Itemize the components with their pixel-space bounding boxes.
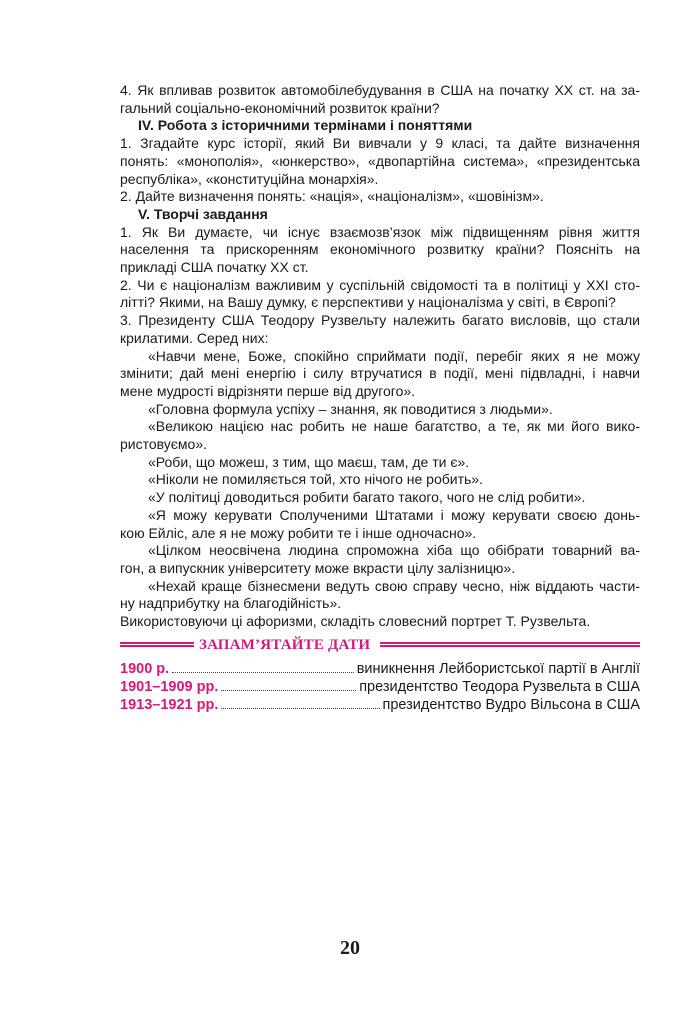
- date-year: 1900 р.: [120, 660, 170, 677]
- banner-title: ЗАПАМ’ЯТАЙТЕ ДАТИ: [199, 636, 371, 653]
- date-row: [120, 660, 640, 678]
- text-line: змінити; дай мені енергію і силу втручатися в події, мені підвладні, і навчи: [120, 365, 640, 382]
- dates-list: [120, 660, 640, 714]
- date-year: 1913–1921 рр.: [120, 696, 219, 713]
- date-event: президентство Вудро Вільсона в США: [382, 696, 640, 713]
- page-number: 20: [340, 937, 360, 959]
- text-line: ну надприбутку на благодійність».: [120, 595, 342, 612]
- text-line: ристовуємо».: [120, 436, 208, 453]
- dot-leader: [221, 678, 356, 691]
- text-line: гон, а випускник університету може вкрасти цілу залізницю».: [120, 559, 516, 576]
- text-line: 1. Згадайте курс історії, який Ви вивчали у 9 класі, та дайте визначення: [120, 135, 640, 152]
- task-5-3: [120, 312, 640, 347]
- task-5-2: [120, 277, 640, 312]
- text-line: прикладі США початку XX ст.: [120, 259, 309, 276]
- task-5-1: [120, 224, 640, 277]
- text-line: кою Ейліс, але я не можу робити те і інше одночасно».: [120, 524, 477, 541]
- text-line: «Навчи мене, Боже, спокійно сприймати події, перебіг яких я не можу: [148, 347, 640, 364]
- text-line: «Цілком неосвічена людина спроможна хіба що обібрати товарний ва-: [148, 542, 640, 559]
- text-line: понять: «монополія», «юнкерство», «двопартійна система», «президентська: [120, 152, 640, 169]
- text-line: 4. Як впливав розвиток автомобілебудування в США на початку XX ст. на за-: [120, 82, 640, 98]
- quote-2: «Головна формула успіху – знання, як поводитися з людьми».: [148, 400, 553, 417]
- quote-3: [120, 418, 640, 453]
- text-line: гальний соціально-економічний розвиток країни?: [120, 99, 440, 116]
- section-4-title: IV. Робота з історичними термінами і поняттями: [138, 117, 473, 134]
- text-line: 3. Президенту США Теодору Рузвельту належить багато висловів, що стали: [120, 312, 640, 329]
- text-line: 2. Чи є націоналізм важливим у суспільній свідомості та в політиці у XXI сто-: [120, 276, 640, 293]
- closing-task: Використовуючи ці афоризми, складіть словесний портрет Т. Рузвельта.: [120, 613, 591, 630]
- text-line: крилатими. Серед них:: [120, 329, 269, 346]
- date-event: виникнення Лейбористської партії в Англії: [356, 660, 640, 677]
- date-event: президентство Теодора Рузвельта в США: [359, 678, 640, 695]
- text-line: мене мудрості відрізняти перше від другого».: [120, 382, 416, 399]
- date-row: [120, 678, 640, 696]
- date-year: 1901–1909 рр.: [120, 678, 219, 695]
- text-line: республіка», «конституційна монархія».: [120, 170, 379, 187]
- remember-dates-banner: [120, 636, 640, 654]
- text-line: «Нехай краще бізнесмени ведуть свою справу чесно, ніж віддають части-: [148, 577, 640, 594]
- text-line: населення та прискоренням економічного розвитку країни? Поясніть на: [120, 241, 640, 258]
- quote-5: «Ніколи не помиляється той, хто нічого не робить».: [148, 471, 483, 488]
- text-line: літті? Якими, на Вашу думку, є перспективи у націоналізма у світі, в Європі?: [120, 294, 616, 311]
- section-5-title: V. Творчі завдання: [138, 205, 268, 222]
- quote-1: [120, 348, 640, 401]
- page-content: [120, 82, 640, 714]
- task-4-2: 2. Дайте визначення понять: «нація», «націоналізм», «шовінізм».: [120, 188, 544, 205]
- dot-leader: [221, 696, 379, 709]
- quote-7: [120, 507, 640, 542]
- text-line: «Я можу керувати Сполученими Штатами і можу керувати своєю донь-: [148, 506, 640, 523]
- dot-leader: [172, 660, 354, 673]
- quote-4: «Роби, що можеш, з тим, що маєш, там, де ти є».: [148, 453, 470, 470]
- banner-rule-left: [120, 642, 194, 647]
- quote-8: [120, 542, 640, 577]
- text-line: 1. Як Ви думаєте, чи існує взаємозв’язок між підвищенням рівня життя: [120, 223, 640, 240]
- date-row: [120, 696, 640, 714]
- banner-rule-right: [380, 642, 640, 647]
- quote-6: «У політиці доводиться робити багато такого, чого не слід робити».: [148, 489, 586, 506]
- quote-9: [120, 578, 640, 613]
- task-4-1: [120, 135, 640, 188]
- question-4: [120, 82, 640, 117]
- text-line: «Великою нацією нас робить не наше багатство, а те, як ми його вико-: [148, 418, 640, 435]
